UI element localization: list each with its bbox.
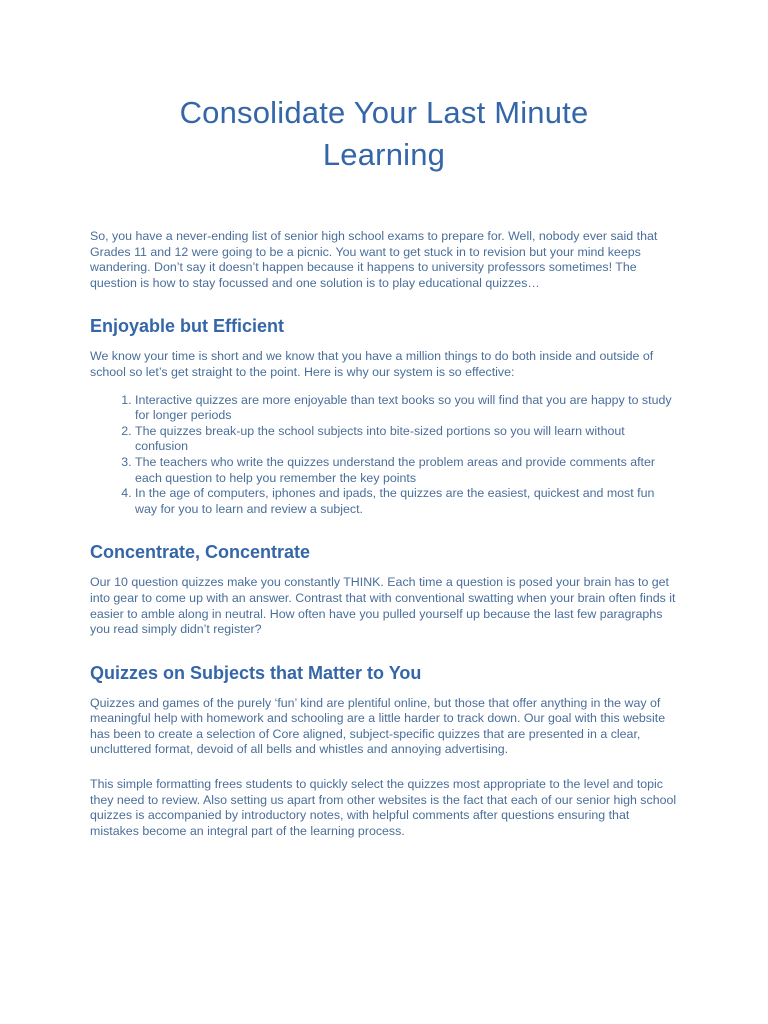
section-heading: Concentrate, Concentrate — [90, 542, 311, 563]
section-paragraph: Our 10 question quizzes make you constantly THINK. Each time a question is posed your brain has to get into gear to come up with an answer. Contrast that with conventional swatting when your brain often finds it easier to amble along in neutral. How often have you pulled yourself up because the last few paragraphs you read simply didn’t register? — [90, 575, 676, 637]
section-heading: Enjoyable but Efficient — [90, 316, 285, 337]
section-heading: Quizzes on Subjects that Matter to You — [90, 662, 422, 683]
section-enjoyable — [90, 315, 678, 517]
intro-paragraph: So, you have a never-ending list of senior high school exams to prepare for. Well, nobody ever said that Grades 11 and 12 were going to be a picnic. You want to get stuck in to revision but your mind keeps wandering. Don’t say it doesn’t happen because it happens to university professors sometimes! The question is how to stay focussed and one solution is to play educational quizzes… — [90, 229, 658, 290]
section-subjects — [90, 662, 678, 840]
list-item: 4. In the age of computers, iphones and ipads, the quizzes are the easiest, quickest and most fun way for you to learn and review a subject. — [135, 486, 678, 517]
list-item: 2. The quizzes break-up the school subjects into bite-sized portions so you will learn without confusion — [135, 424, 678, 455]
list-item: 3. The teachers who write the quizzes understand the problem areas and provide comments after each question to help you remember the key points — [135, 455, 678, 486]
benefits-list — [90, 393, 678, 518]
section-concentrate — [90, 541, 678, 637]
list-item: 1. Interactive quizzes are more enjoyable than text books so you will find that you are happy to study for longer periods — [135, 393, 678, 424]
page-title: Consolidate Your Last Minute Learning — [179, 95, 589, 172]
section-paragraph: We know your time is short and we know that you have a million things to do both inside and outside of school so let’s get straight to the point. Here is why our system is so effective: — [90, 349, 654, 379]
section-paragraph-2: This simple formatting frees students to quickly select the quizzes most appropriate to the level and topic they need to review. Also setting us apart from other websites is the fact that each of our senior high school quizzes is accompanied by introductory notes, with helpful comments after questions ensuring that mistakes become an integral part of the learning process. — [90, 777, 677, 838]
section-paragraph: Quizzes and games of the purely ‘fun’ kind are plentiful online, but those that offer anything in the way of meaningful help with homework and schooling are a little harder to track down. Our goal with this website has been to create a selection of Core aligned, subject-specific quizzes that are presented in a clear, uncluttered format, devoid of all bells and whistles and annoying advertising. — [90, 695, 666, 757]
